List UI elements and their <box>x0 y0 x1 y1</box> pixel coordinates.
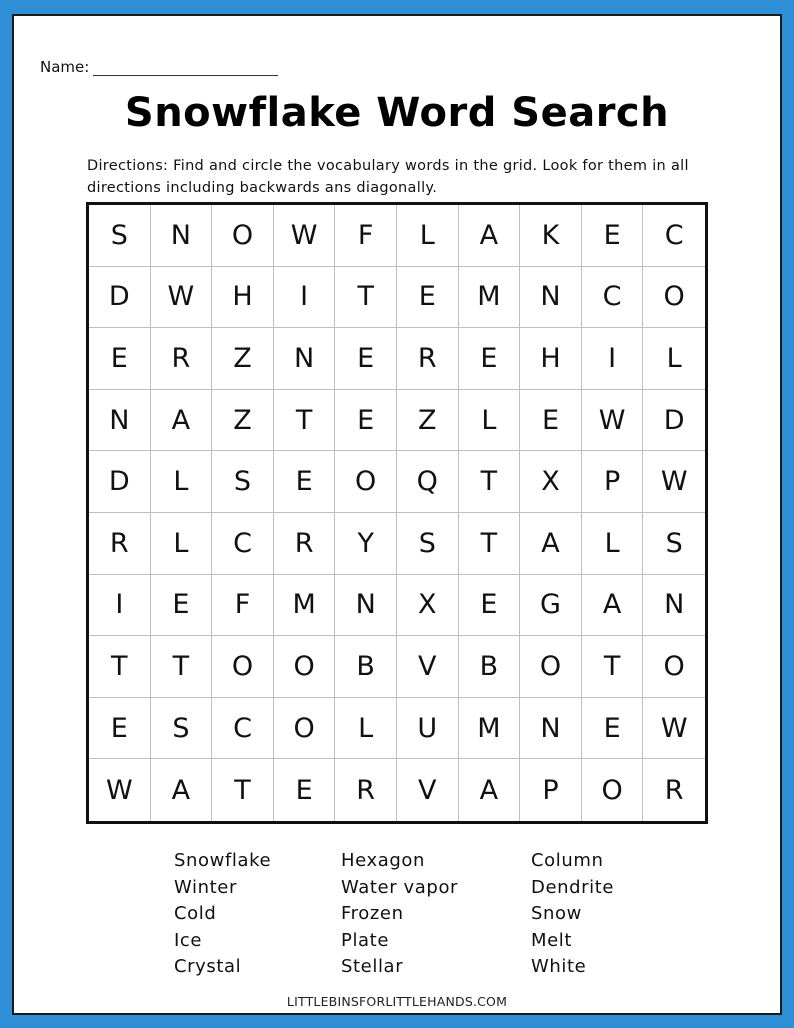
grid-cell[interactable]: H <box>520 328 582 390</box>
grid-cell[interactable]: O <box>212 636 274 698</box>
grid-cell[interactable]: T <box>459 513 521 575</box>
grid-cell[interactable]: R <box>89 513 151 575</box>
word-list-item: Hexagon <box>341 850 426 871</box>
grid-cell[interactable]: I <box>582 328 644 390</box>
grid-cell[interactable]: M <box>274 575 336 637</box>
grid-cell[interactable]: W <box>582 390 644 452</box>
grid-cell[interactable]: Z <box>212 328 274 390</box>
grid-cell[interactable]: V <box>397 636 459 698</box>
grid-cell[interactable]: N <box>89 390 151 452</box>
grid-cell[interactable]: M <box>459 267 521 329</box>
grid-cell[interactable]: S <box>397 513 459 575</box>
grid-cell[interactable]: A <box>459 205 521 267</box>
grid-cell[interactable]: N <box>335 575 397 637</box>
grid-cell[interactable]: O <box>643 636 705 698</box>
grid-cell[interactable]: L <box>151 451 213 513</box>
grid-cell[interactable]: V <box>397 759 459 821</box>
word-list-item: Stellar <box>341 956 404 977</box>
grid-cell[interactable]: S <box>643 513 705 575</box>
grid-cell[interactable]: H <box>212 267 274 329</box>
word-list-item: Water vapor <box>341 876 459 898</box>
word-list-column-3 <box>531 848 614 981</box>
grid-cell[interactable]: O <box>335 451 397 513</box>
grid-cell[interactable]: U <box>397 698 459 760</box>
grid-cell[interactable]: T <box>274 390 336 452</box>
grid-cell[interactable]: A <box>151 390 213 452</box>
grid-cell[interactable]: W <box>89 759 151 821</box>
grid-cell[interactable]: T <box>459 451 521 513</box>
grid-cell[interactable]: O <box>274 636 336 698</box>
grid-cell[interactable]: I <box>274 267 336 329</box>
grid-cell[interactable]: S <box>89 205 151 267</box>
grid-cell[interactable]: T <box>335 267 397 329</box>
grid-cell[interactable]: C <box>643 205 705 267</box>
word-list <box>0 848 794 988</box>
grid-cell[interactable]: O <box>520 636 582 698</box>
grid-cell[interactable]: E <box>274 451 336 513</box>
grid-cell[interactable]: L <box>397 205 459 267</box>
grid-cell[interactable]: R <box>335 759 397 821</box>
grid-cell[interactable]: X <box>520 451 582 513</box>
footer-website: LITTLEBINSFORLITTLEHANDS.COM <box>286 994 508 1009</box>
grid-cell[interactable]: E <box>459 328 521 390</box>
grid-cell[interactable]: R <box>664 774 684 806</box>
grid-cell[interactable]: L <box>643 328 705 390</box>
grid-cell[interactable]: E <box>582 205 644 267</box>
word-list-item: Winter <box>174 876 237 898</box>
grid-cell[interactable]: E <box>335 390 397 452</box>
grid-cell[interactable]: T <box>212 759 274 821</box>
word-list-item: Snowflake <box>174 850 272 871</box>
grid-cell[interactable]: T <box>582 636 644 698</box>
grid-cell[interactable]: O <box>274 698 336 760</box>
word-list-item: Ice <box>174 929 203 951</box>
word-list-item: White <box>531 956 587 977</box>
grid-cell[interactable]: B <box>335 636 397 698</box>
name-label: Name: <box>40 58 90 76</box>
grid-cell[interactable]: S <box>212 451 274 513</box>
grid-cell[interactable]: N <box>643 575 705 637</box>
grid-cell[interactable]: M <box>459 698 521 760</box>
grid-cell[interactable]: D <box>89 451 151 513</box>
grid-cell[interactable]: L <box>459 390 521 452</box>
name-row <box>40 52 278 76</box>
word-list-item: Plate <box>341 929 390 951</box>
grid-cell[interactable]: T <box>151 636 213 698</box>
grid-cell[interactable]: D <box>643 390 705 452</box>
grid-cell[interactable]: A <box>459 759 521 821</box>
grid-cell[interactable]: N <box>151 205 213 267</box>
word-list-column-1 <box>174 848 271 981</box>
word-list-item: Frozen <box>341 903 404 924</box>
grid-cell[interactable]: D <box>89 267 151 329</box>
grid-cell[interactable]: O <box>212 205 274 267</box>
grid-cell[interactable]: T <box>89 636 151 698</box>
grid-cell[interactable]: Q <box>397 451 459 513</box>
grid-cell[interactable]: Z <box>397 390 459 452</box>
grid-cell[interactable]: E <box>151 575 213 637</box>
grid-cell[interactable]: R <box>397 328 459 390</box>
grid-cell[interactable]: N <box>520 698 582 760</box>
word-list-column-2 <box>341 848 458 981</box>
grid-cell[interactable]: F <box>212 575 274 637</box>
grid-cell[interactable]: W <box>151 267 213 329</box>
word-list-item: Crystal <box>174 956 242 977</box>
grid-cell[interactable]: E <box>335 328 397 390</box>
grid-cell[interactable]: N <box>520 267 582 329</box>
grid-cell[interactable]: Z <box>212 390 274 452</box>
grid-cell[interactable]: E <box>89 328 151 390</box>
grid-cell[interactable]: K <box>520 205 582 267</box>
grid-cell[interactable]: W <box>643 698 705 760</box>
word-list-item: Melt <box>531 929 573 951</box>
grid-cell[interactable]: C <box>212 513 274 575</box>
word-list-item: Snow <box>531 903 582 924</box>
grid-cell[interactable]: E <box>397 267 459 329</box>
grid-cell[interactable]: E <box>89 698 151 760</box>
grid-cell[interactable]: F <box>335 205 397 267</box>
grid-cell[interactable]: R <box>151 328 213 390</box>
grid-cell[interactable]: C <box>212 698 274 760</box>
word-list-item: Cold <box>174 903 217 924</box>
word-list-item: Dendrite <box>531 876 615 898</box>
grid-cell[interactable]: W <box>274 205 336 267</box>
name-field[interactable] <box>93 55 278 76</box>
word-list-item: Column <box>531 850 604 871</box>
grid-cell[interactable]: N <box>274 328 336 390</box>
word-search-grid <box>86 202 708 824</box>
grid-cell[interactable]: L <box>151 513 213 575</box>
grid-cell[interactable]: O <box>582 759 644 821</box>
grid-cell[interactable]: G <box>520 575 582 637</box>
grid-cell[interactable]: E <box>459 575 521 637</box>
grid-cell[interactable]: I <box>89 575 151 637</box>
grid-cell[interactable]: Y <box>335 513 397 575</box>
grid-cell[interactable]: A <box>520 513 582 575</box>
grid-cell[interactable]: A <box>151 759 213 821</box>
grid-cell[interactable]: W <box>643 451 705 513</box>
grid-cell[interactable]: R <box>274 513 336 575</box>
grid-cell[interactable]: E <box>274 759 336 821</box>
grid-cell[interactable]: S <box>151 698 213 760</box>
grid-cell[interactable]: O <box>643 267 705 329</box>
grid-cell[interactable]: P <box>520 759 582 821</box>
grid-cell[interactable]: P <box>582 451 644 513</box>
grid-cell[interactable]: E <box>520 390 582 452</box>
page-title: Snowflake Word Search <box>124 90 670 136</box>
grid-cell[interactable]: L <box>335 698 397 760</box>
grid-cell[interactable]: A <box>582 575 644 637</box>
grid-cell[interactable]: C <box>582 267 644 329</box>
grid-cell[interactable]: E <box>582 698 644 760</box>
directions-text: Directions: Find and circle the vocabulary words in the grid. Look for them in all directions including backwards ans diagonally. <box>87 158 689 196</box>
grid-cell[interactable]: B <box>459 636 521 698</box>
grid-cell[interactable]: L <box>582 513 644 575</box>
grid-cell[interactable]: X <box>397 575 459 637</box>
